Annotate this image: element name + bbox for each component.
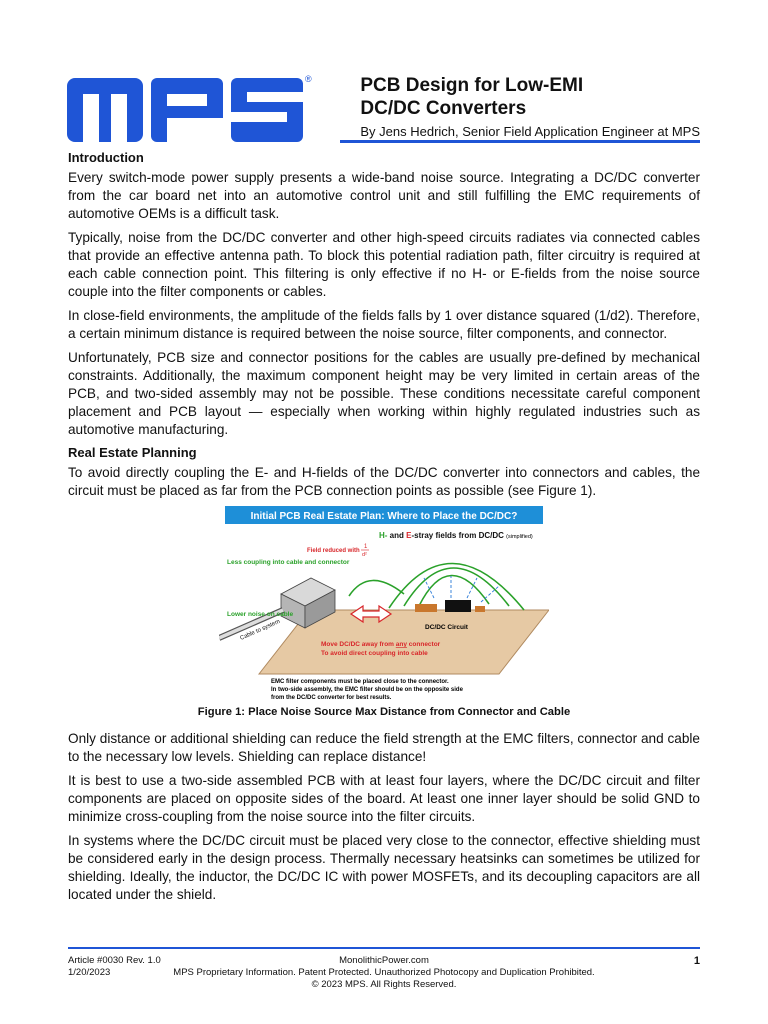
dcdc-circuit-label: DC/DC Circuit: [425, 624, 468, 631]
after-figure-paragraph-2: It is best to use a two-side assembled PCB with at least four layers, where the DC/DC circuit and filter components are placed on opposite sides of the board. At least one inner layer should be solid GND to minimize cross-coupling from the noise source into the filter circuits.: [68, 773, 700, 824]
after-figure-paragraph-1: Only distance or additional shielding can reduce the field strength at the EMC filters, connector and cable to the necessary low levels. Shielding can replace distance!: [68, 731, 700, 764]
less-coupling-label: Less coupling into cable and connector: [227, 559, 350, 566]
move-dcdc-label: Move DC/DC away from any connector: [321, 641, 441, 648]
fraction-denominator: d²: [362, 552, 367, 558]
emc-note-2: In two-side assembly, the EMC filter should be on the opposite side: [271, 687, 463, 693]
figure-1: [68, 506, 700, 702]
mps-logo: [67, 72, 313, 142]
footer-article: Article #0030 Rev. 1.0: [68, 955, 161, 966]
intro-paragraph-3: In close-field environments, the amplitude of the fields falls by 1 over distance squared (1/d2). Therefore, a certain minimum distance is required between the noise source, filter components, and connector.: [68, 308, 700, 341]
field-reduced-label: Field reduced with: [307, 548, 360, 554]
byline: By Jens Hedrich, Senior Field Application Engineer at MPS: [360, 124, 700, 139]
footer-copyright: © 2023 MPS. All Rights Reserved.: [311, 979, 457, 990]
page-footer: [68, 955, 700, 991]
planning-heading: Real Estate Planning: [68, 445, 197, 460]
dcdc-inductor: [415, 604, 437, 612]
figure-illustration: [219, 506, 549, 702]
dcdc-capacitor: [475, 606, 485, 612]
planning-paragraph-1: To avoid directly coupling the E- and H-fields of the DC/DC converter into connectors and cables, the circuit must be placed as far from the PCB connection points as possible (see Figure 1).: [68, 465, 700, 498]
title-line-1: PCB Design for Low-EMI: [360, 75, 584, 96]
intro-paragraph-1: Every switch-mode power supply presents a wide-band noise source. Integrating a DC/DC converter from the car board net into an automotive control unit and still fulfilling the EMC requirements of automotive OEMs is a difficult task.: [68, 170, 700, 221]
after-figure-paragraph-3: In systems where the DC/DC circuit must be placed very close to the connector, effective shielding must be considered early in the design process. Thermally necessary heatsinks can sometimes be utilized for shielding. Ideally, the inductor, the DC/DC IC with power MOSFETs, and its decoupling capacitors are all located under the shield.: [68, 833, 700, 902]
header-rule: [340, 140, 700, 143]
intro-paragraph-2: Typically, noise from the DC/DC converter and other high-speed circuits radiates via connected cables that provide an effective antenna path. To block this potential radiation path, filter circuitry is required at each cable connection point. This filtering is only effective if no H- or E-fields from the noise source couple into the filter components or cables.: [68, 230, 700, 299]
cable-label: Cable to system: [239, 618, 282, 642]
registered-mark: ®: [305, 74, 312, 84]
emc-note-1: EMC filter components must be placed close to the connector.: [271, 679, 449, 685]
dcdc-ic: [445, 600, 471, 612]
figure-banner-text: Initial PCB Real Estate Plan: Where to Place the DC/DC?: [250, 511, 518, 522]
figure-caption: Figure 1: Place Noise Source Max Distance from Connector and Cable: [197, 706, 571, 718]
e-field-lines: [424, 576, 499, 602]
emc-note-3: from the DC/DC converter for best results.: [271, 695, 392, 701]
footer-site: MonolithicPower.com: [339, 955, 429, 966]
title-block: [360, 74, 700, 140]
footer-rule: [68, 947, 700, 949]
stray-fields-title: H- and E-stray fields from DC/DC (simplified): [379, 531, 533, 540]
footer-date: 1/20/2023: [68, 967, 111, 978]
footer-proprietary: MPS Proprietary Information. Patent Protected. Unauthorized Photocopy and Duplication Prohibited.: [173, 967, 595, 978]
avoid-coupling-label: To avoid direct coupling into cable: [321, 650, 428, 657]
title-line-2: DC/DC Converters: [360, 98, 527, 119]
intro-paragraph-4: Unfortunately, PCB size and connector positions for the cables are usually pre-defined by mechanical constraints. Additionally, the maximum component height may be very limited in certain areas of the PCB, and two-sided assembly may not be possible. These conditions necessitate careful component placement and PCB layout — especially when working within highly regulated industries such as automotive manufacturing.: [68, 350, 700, 437]
intro-heading: Introduction: [68, 150, 144, 165]
lower-noise-label: Lower noise on cable: [227, 611, 294, 618]
fraction-numerator: 1: [364, 544, 368, 550]
page-number: 1: [693, 955, 700, 967]
article-body: [68, 150, 700, 910]
